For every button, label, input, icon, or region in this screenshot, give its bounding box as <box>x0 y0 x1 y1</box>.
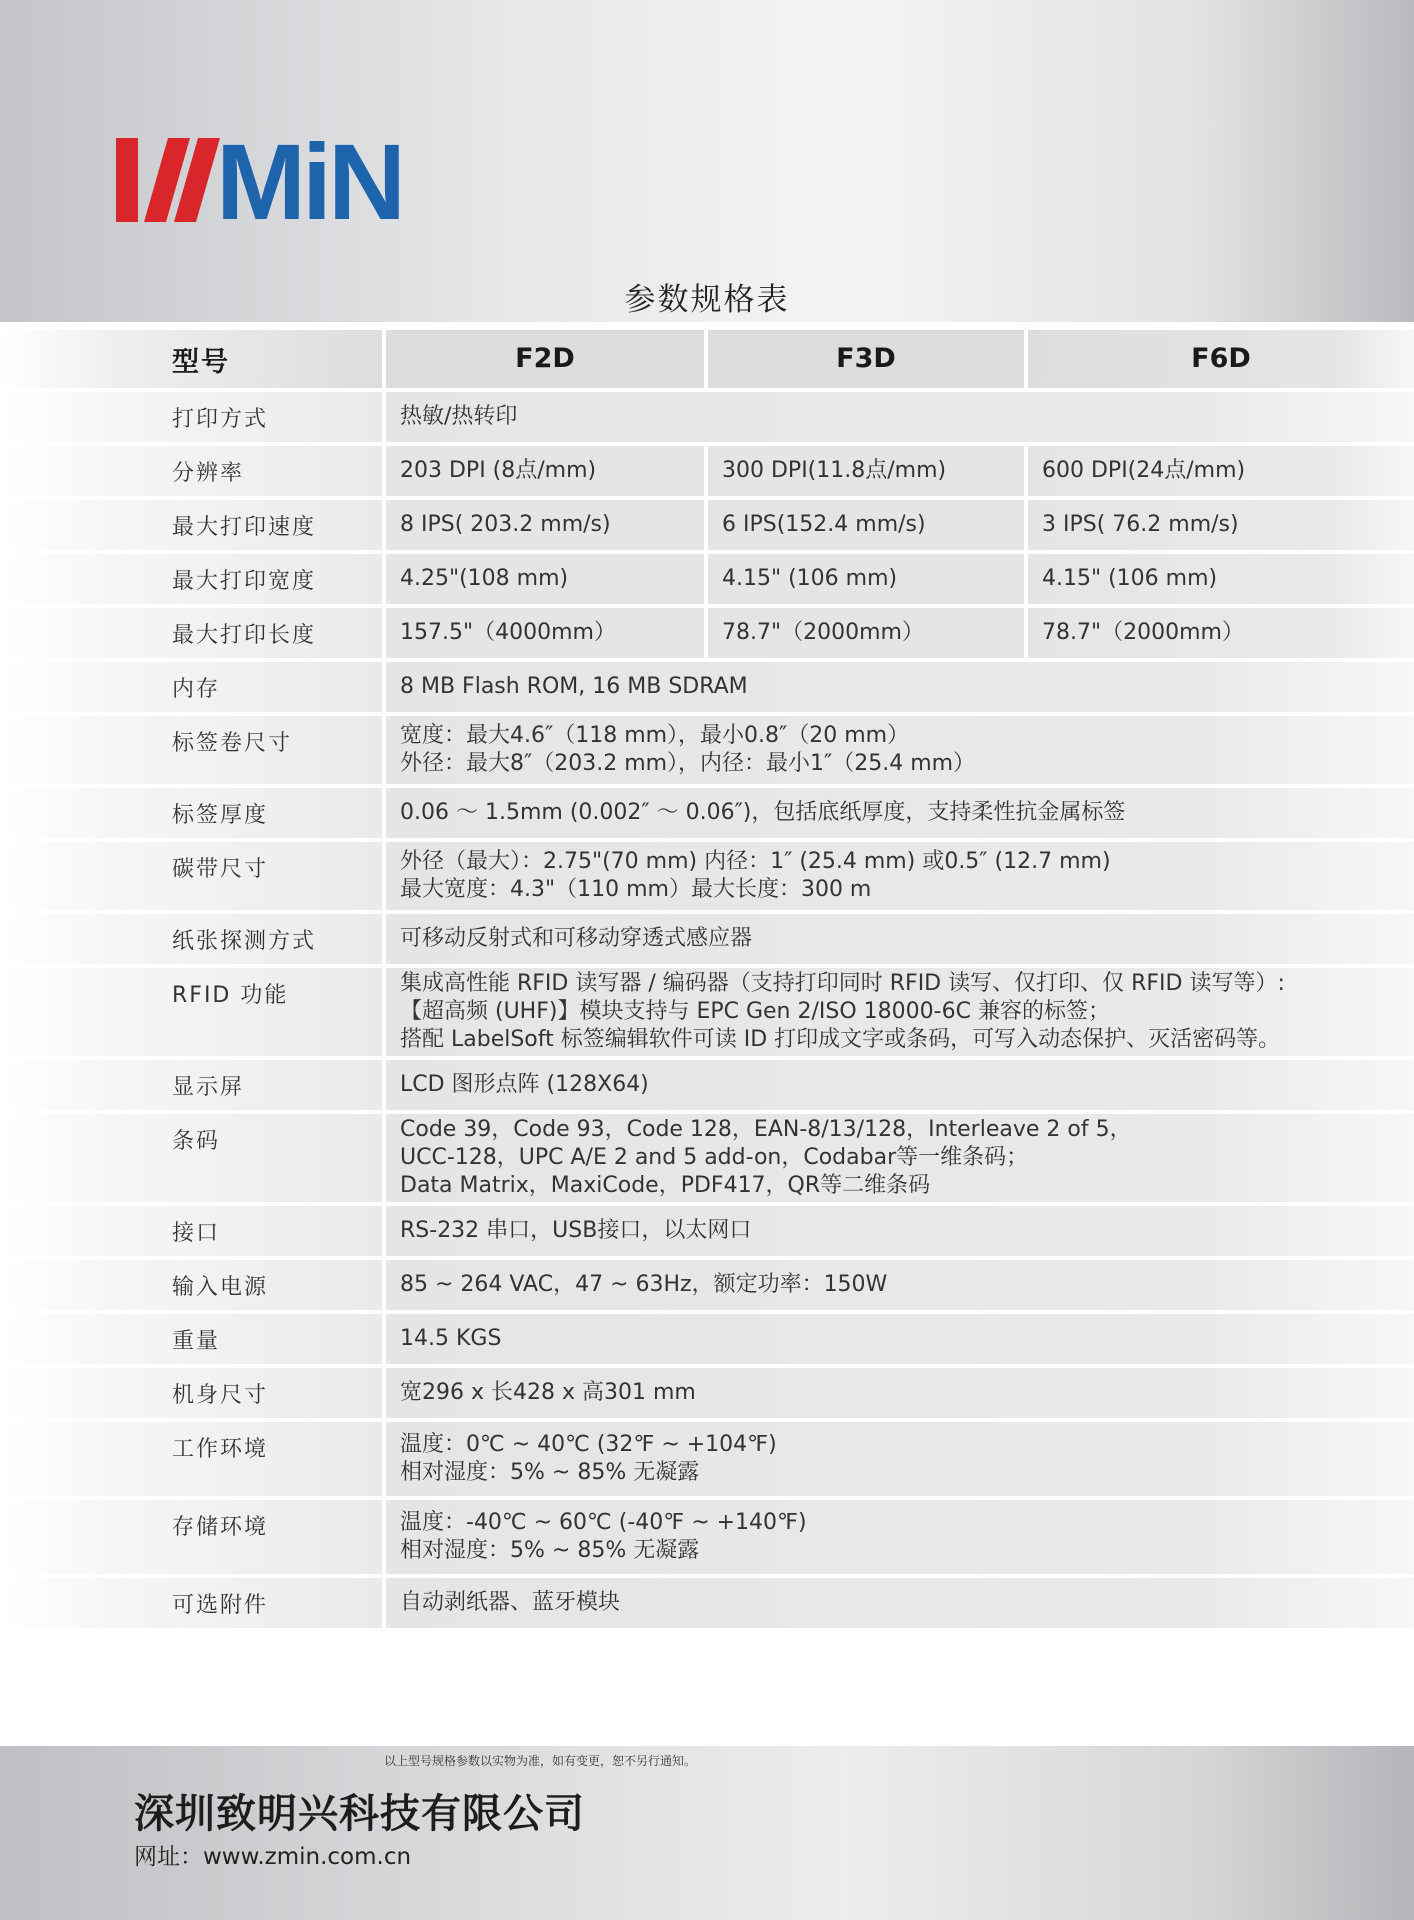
logo-text: MiN <box>216 121 402 242</box>
row-label: 存储环境 <box>0 1500 382 1574</box>
row-label: 机身尺寸 <box>0 1368 382 1418</box>
row-value: 热敏/热转印 <box>382 392 1414 442</box>
row-value: 6 IPS(152.4 mm/s) <box>704 500 1024 550</box>
row-value-line: 宽度：最大4.6″（118 mm），最小0.8″（20 mm） <box>400 723 910 748</box>
model-header-f3d: F3D <box>704 330 1024 388</box>
table-row <box>0 446 1414 496</box>
row-value: 8 MB Flash ROM, 16 MB SDRAM <box>382 662 1414 712</box>
row-value-line: 温度：-40℃ ~ 60℃ (-40℉ ~ +140℉) <box>400 1510 807 1535</box>
row-value: 可移动反射式和可移动穿透式感应器 <box>382 914 1414 964</box>
table-row <box>0 1368 1414 1418</box>
row-value: 宽296 x 长428 x 高301 mm <box>382 1368 1414 1418</box>
brand-logo <box>116 121 426 242</box>
company-name: 深圳致明兴科技有限公司 <box>134 1791 585 1837</box>
row-label: 碳带尺寸 <box>0 842 382 910</box>
row-value <box>382 842 1414 910</box>
row-value: 4.25"(108 mm) <box>382 554 704 604</box>
table-row <box>0 608 1414 658</box>
table-row <box>0 1314 1414 1364</box>
row-value-line: UCC-128，UPC A/E 2 and 5 add-on，Codabar等一维条码； <box>400 1145 1029 1170</box>
row-value: 300 DPI(11.8点/mm) <box>704 446 1024 496</box>
table-row <box>0 788 1414 838</box>
table-row <box>0 914 1414 964</box>
table-row <box>0 1422 1414 1496</box>
row-value-line: 外径（最大）：2.75"(70 mm) 内径：1″ (25.4 mm) 或0.5″ (12.7 mm) <box>400 849 1111 874</box>
row-label: 重量 <box>0 1314 382 1364</box>
row-value: 600 DPI(24点/mm) <box>1024 446 1414 496</box>
row-value <box>382 1422 1414 1496</box>
row-label: RFID 功能 <box>0 968 382 1056</box>
table-row <box>0 554 1414 604</box>
row-label: 最大打印速度 <box>0 500 382 550</box>
table-row <box>0 662 1414 712</box>
row-value: 3 IPS( 76.2 mm/s) <box>1024 500 1414 550</box>
table-row <box>0 842 1414 910</box>
row-value: 78.7"（2000mm） <box>704 608 1024 658</box>
row-value-line: 相对湿度：5% ~ 85% 无凝露 <box>400 1538 700 1563</box>
row-value: 0.06 ～ 1.5mm (0.002″ ～ 0.06″)，包括底纸厚度，支持柔性抗金属标签 <box>382 788 1414 838</box>
row-value: 4.15" (106 mm) <box>704 554 1024 604</box>
model-header-f2d: F2D <box>382 330 704 388</box>
table-row <box>0 716 1414 784</box>
table-row <box>0 392 1414 442</box>
disclaimer-note: 以上型号规格参数以实物为准，如有变更，恕不另行通知。 <box>384 1754 697 1768</box>
row-label: 标签卷尺寸 <box>0 716 382 784</box>
row-label: 打印方式 <box>0 392 382 442</box>
website-link[interactable]: 网址：www.zmin.com.cn <box>134 1844 412 1870</box>
row-value: 14.5 KGS <box>382 1314 1414 1364</box>
row-label: 接口 <box>0 1206 382 1256</box>
row-label: 显示屏 <box>0 1060 382 1110</box>
row-value: 8 IPS( 203.2 mm/s) <box>382 500 704 550</box>
row-value-line: 相对湿度：5% ~ 85% 无凝露 <box>400 1460 700 1485</box>
row-value <box>382 968 1414 1056</box>
row-value: 4.15" (106 mm) <box>1024 554 1414 604</box>
row-value-line: Data Matrix，MaxiCode，PDF417，QR等二维条码 <box>400 1173 931 1198</box>
row-label: 工作环境 <box>0 1422 382 1496</box>
table-row <box>0 1060 1414 1110</box>
model-header-f6d: F6D <box>1024 330 1414 388</box>
row-value <box>382 716 1414 784</box>
table-row <box>0 1206 1414 1256</box>
table-row <box>0 1260 1414 1310</box>
row-value: 203 DPI (8点/mm) <box>382 446 704 496</box>
table-row <box>0 968 1414 1056</box>
row-label: 最大打印宽度 <box>0 554 382 604</box>
table-row <box>0 1500 1414 1574</box>
row-label: 标签厚度 <box>0 788 382 838</box>
row-label: 条码 <box>0 1114 382 1202</box>
row-value-line: Code 39，Code 93，Code 128，EAN-8/13/128，Interleave 2 of 5， <box>400 1117 1132 1142</box>
table-row <box>0 500 1414 550</box>
row-value-line: 【超高频 (UHF)】模块支持与 EPC Gen 2/ISO 18000-6C 兼容的标签； <box>400 999 1110 1024</box>
row-value: 自动剥纸器、蓝牙模块 <box>382 1578 1414 1628</box>
row-value: 78.7"（2000mm） <box>1024 608 1414 658</box>
header-label: 型号 <box>0 330 382 388</box>
row-value-line: 集成高性能 RFID 读写器 / 编码器（支持打印同时 RFID 读写、仅打印、仅 RFID 读写等）: <box>400 971 1285 996</box>
row-label: 最大打印长度 <box>0 608 382 658</box>
table-row <box>0 1114 1414 1202</box>
table-row <box>0 1578 1414 1628</box>
table-header-row <box>0 330 1414 388</box>
row-value-line: 外径：最大8″（203.2 mm），内径：最小1″（25.4 mm） <box>400 751 976 776</box>
row-value-line: 温度：0℃ ~ 40℃ (32℉ ~ +104℉) <box>400 1432 777 1457</box>
row-value <box>382 1500 1414 1574</box>
row-value <box>382 1114 1414 1202</box>
spec-table <box>0 326 1414 1632</box>
row-label: 分辨率 <box>0 446 382 496</box>
page-title: 参数规格表 <box>624 282 790 318</box>
row-value: RS-232 串口，USB接口，以太网口 <box>382 1206 1414 1256</box>
row-value: 157.5"（4000mm） <box>382 608 704 658</box>
row-value-line: 最大宽度：4.3"（110 mm）最大长度：300 m <box>400 877 872 902</box>
row-label: 可选附件 <box>0 1578 382 1628</box>
row-label: 输入电源 <box>0 1260 382 1310</box>
row-value: LCD 图形点阵 (128X64) <box>382 1060 1414 1110</box>
row-value: 85 ~ 264 VAC，47 ~ 63Hz，额定功率：150W <box>382 1260 1414 1310</box>
row-label: 纸张探测方式 <box>0 914 382 964</box>
row-value-line: 搭配 LabelSoft 标签编辑软件可读 ID 打印成文字或条码，可写入动态保护、灭活密码等。 <box>400 1027 1281 1052</box>
row-label: 内存 <box>0 662 382 712</box>
